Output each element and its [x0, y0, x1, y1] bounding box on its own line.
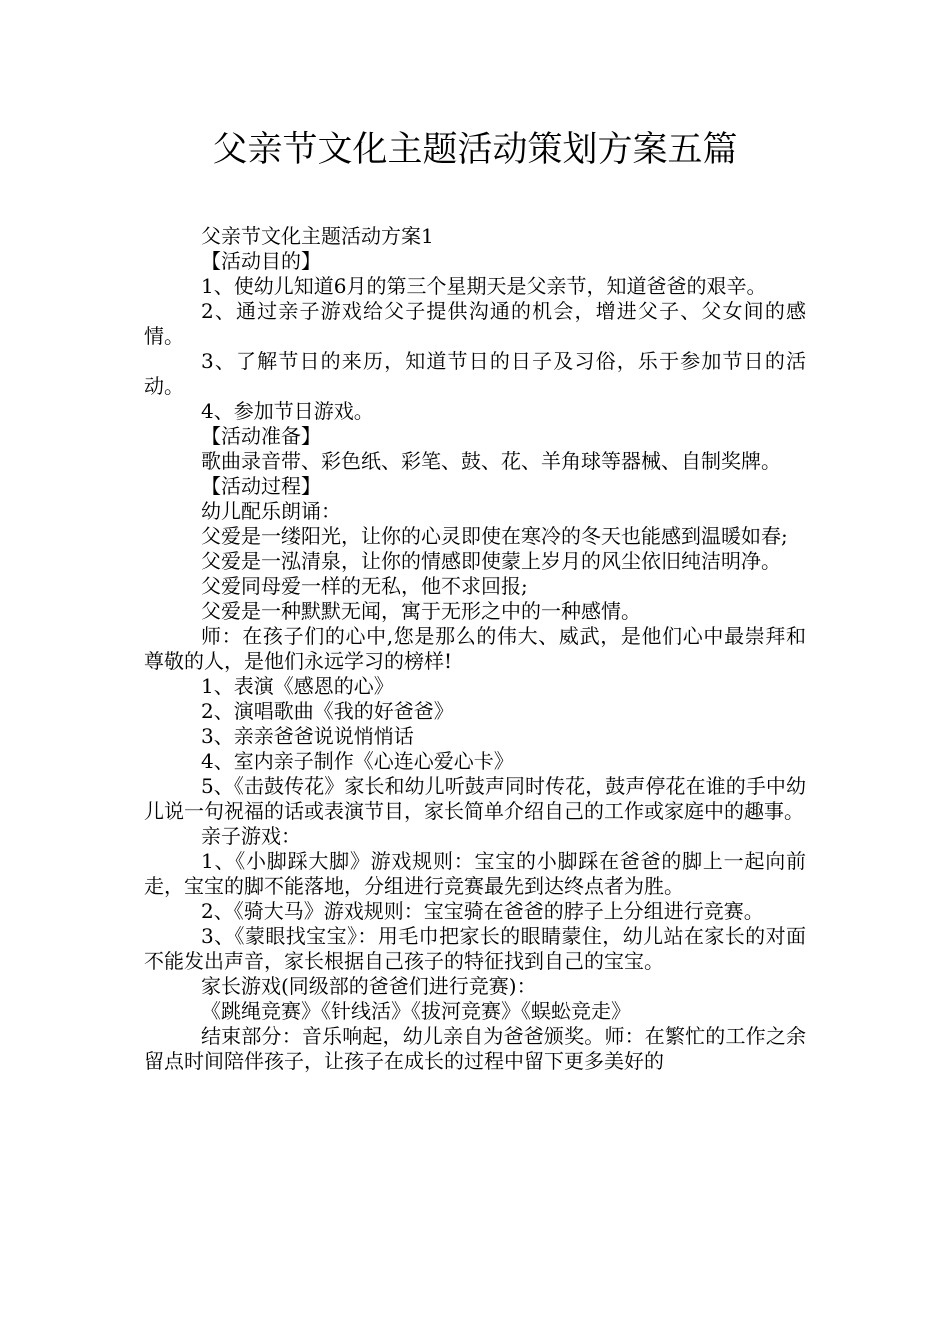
activity-item: 5、《击鼓传花》家长和幼儿听鼓声同时传花，鼓声停花在谁的手中幼儿说一句祝福的话或表演节目，家长简单介绍自己的工作或家庭中的趣事。	[144, 774, 806, 823]
document-title: 父亲节文化主题活动策划方案五篇	[212, 130, 738, 170]
poem-line: 父爱是一缕阳光，让你的心灵即使在寒冷的冬天也能感到温暖如春;	[201, 524, 788, 548]
activity-item: 1、表演《感恩的心》	[201, 674, 394, 698]
section-heading-goals: 【活动目的】	[201, 249, 321, 273]
recitation-heading: 幼儿配乐朗诵：	[201, 499, 341, 523]
preparation-text: 歌曲录音带、彩色纸、彩笔、鼓、花、羊角球等器械、自制奖牌。	[201, 449, 781, 473]
goal-item: 3、了解节日的来历，知道节日的日子及习俗，乐于参加节日的活动。	[144, 349, 806, 398]
section-heading-preparation: 【活动准备】	[201, 424, 321, 448]
goal-item: 4、参加节日游戏。	[201, 399, 374, 423]
plan-heading: 父亲节文化主题活动方案1	[201, 224, 434, 248]
activity-item: 4、室内亲子制作《心连心爱心卡》	[201, 749, 514, 773]
game-item: 1、《小脚踩大脚》游戏规则：宝宝的小脚踩在爸爸的脚上一起向前走，宝宝的脚不能落地，分组进行竞赛最先到达终点者为胜。	[144, 849, 806, 898]
teacher-speech: 师：在孩子们的心中,您是那么的伟大、威武，是他们心中最崇拜和尊敬的人，是他们永远学习的榜样!	[144, 624, 806, 673]
section-heading-process: 【活动过程】	[201, 474, 321, 498]
goal-item: 1、使幼儿知道6月的第三个星期天是父亲节，知道爸爸的艰辛。	[201, 274, 767, 298]
games-heading: 亲子游戏：	[201, 824, 301, 848]
poem-line: 父爱同母爱一样的无私，他不求回报;	[201, 574, 528, 598]
activity-item: 3、亲亲爸爸说说悄悄话	[201, 724, 414, 748]
game-item: 2、《骑大马》游戏规则：宝宝骑在爸爸的脖子上分组进行竞赛。	[201, 899, 764, 923]
poem-line: 父爱是一种默默无闻，寓于无形之中的一种感情。	[201, 599, 641, 623]
goal-item: 2、通过亲子游戏给父子提供沟通的机会，增进父子、父女间的感情。	[144, 299, 806, 348]
closing-section: 结束部分：音乐响起，幼儿亲自为爸爸颁奖。师：在繁忙的工作之余留点时间陪伴孩子，让孩子在成长的过程中留下更多美好的	[144, 1024, 806, 1073]
poem-line: 父爱是一泓清泉，让你的情感即使蒙上岁月的风尘依旧纯洁明净。	[201, 549, 781, 573]
parent-games-heading: 家长游戏(同级部的爸爸们进行竞赛)：	[201, 974, 537, 998]
activity-item: 2、演唱歌曲《我的好爸爸》	[201, 699, 454, 723]
parent-games-list: 《跳绳竞赛》《针线活》《拔河竞赛》《蜈蚣竞走》	[201, 999, 631, 1023]
document-body	[144, 224, 806, 1074]
game-item: 3、《蒙眼找宝宝》：用毛巾把家长的眼睛蒙住，幼儿站在家长的对面不能发出声音，家长根据自己孩子的特征找到自己的宝宝。	[144, 924, 806, 973]
